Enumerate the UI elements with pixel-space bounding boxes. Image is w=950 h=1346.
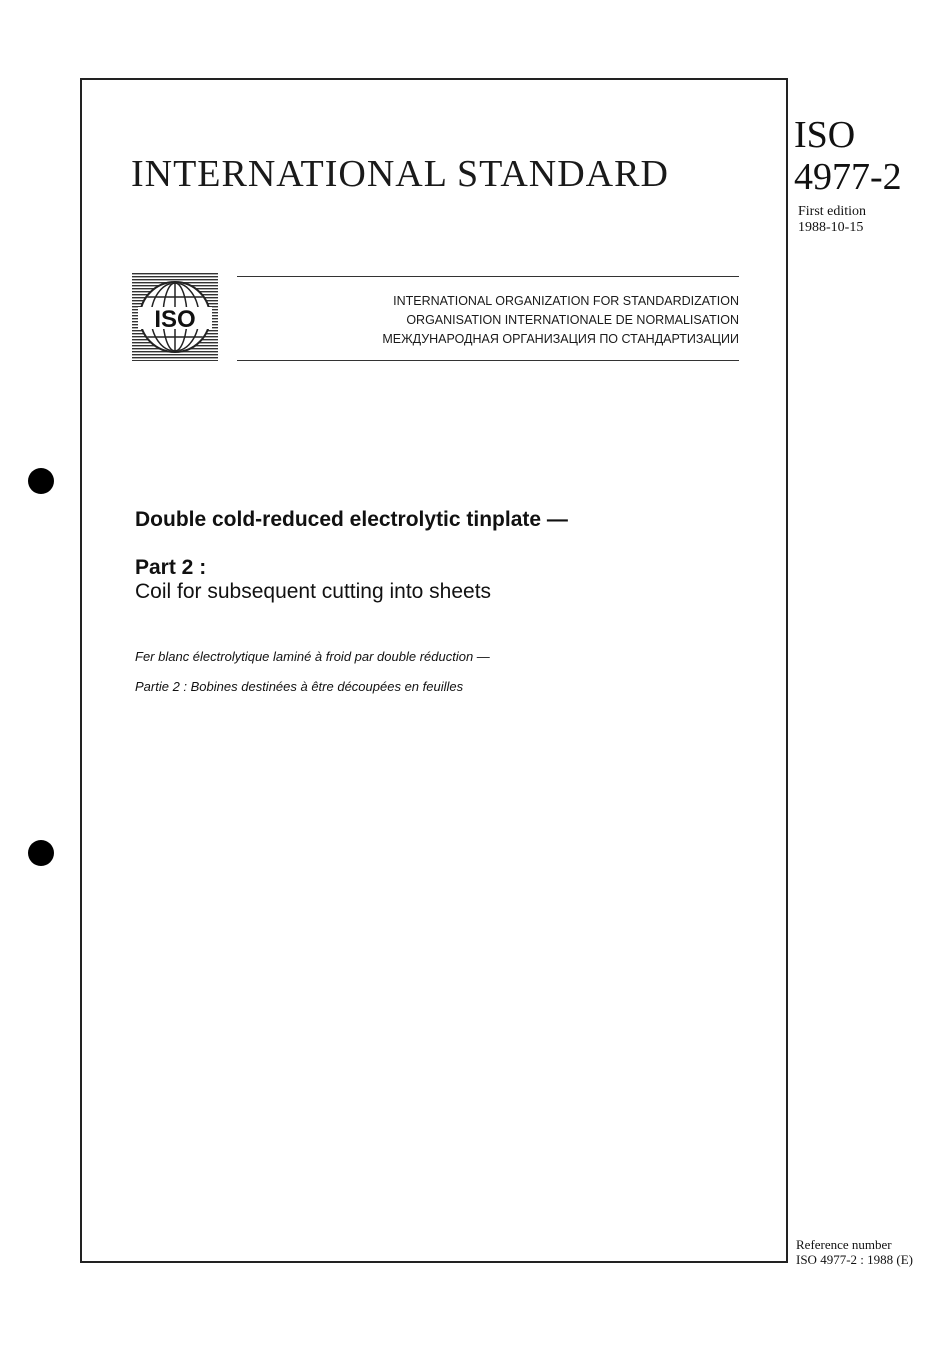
part-label: Part 2 : <box>135 556 207 579</box>
french-part-title: Partie 2 : Bobines destinées à être découpées en feuilles <box>135 679 464 694</box>
edition-date: 1988-10-15 <box>798 220 864 235</box>
french-title: Fer blanc électrolytique laminé à froid par double réduction — <box>135 649 490 664</box>
punch-hole-bottom <box>28 840 54 866</box>
iso-number: 4977-2 <box>794 156 902 198</box>
organization-names <box>382 292 739 349</box>
reference-label: Reference number <box>796 1237 892 1252</box>
iso-code <box>794 114 902 198</box>
org-name-english: INTERNATIONAL ORGANIZATION FOR STANDARDIZATION <box>393 294 739 308</box>
punch-hole-top <box>28 468 54 494</box>
org-name-russian: МЕЖДУНАРОДНАЯ ОРГАНИЗАЦИЯ ПО СТАНДАРТИЗАЦИИ <box>382 332 739 346</box>
edition-info <box>798 204 866 236</box>
org-name-french: ORGANISATION INTERNATIONALE DE NORMALISATION <box>406 313 739 327</box>
edition-label: First edition <box>798 204 867 219</box>
org-divider-bottom <box>237 360 739 361</box>
reference-block <box>796 1237 913 1267</box>
document-title: Double cold-reduced electrolytic tinplate — <box>135 508 568 531</box>
reference-number: ISO 4977-2 : 1988 (E) <box>796 1252 913 1267</box>
logo-text: ISO <box>154 306 196 333</box>
org-divider-top <box>237 276 739 277</box>
document-type-title: INTERNATIONAL STANDARD <box>131 153 669 195</box>
part-subtitle: Coil for subsequent cutting into sheets <box>135 580 492 603</box>
iso-prefix: ISO <box>794 114 856 156</box>
page-frame <box>80 78 788 1263</box>
iso-globe-logo <box>132 273 218 361</box>
